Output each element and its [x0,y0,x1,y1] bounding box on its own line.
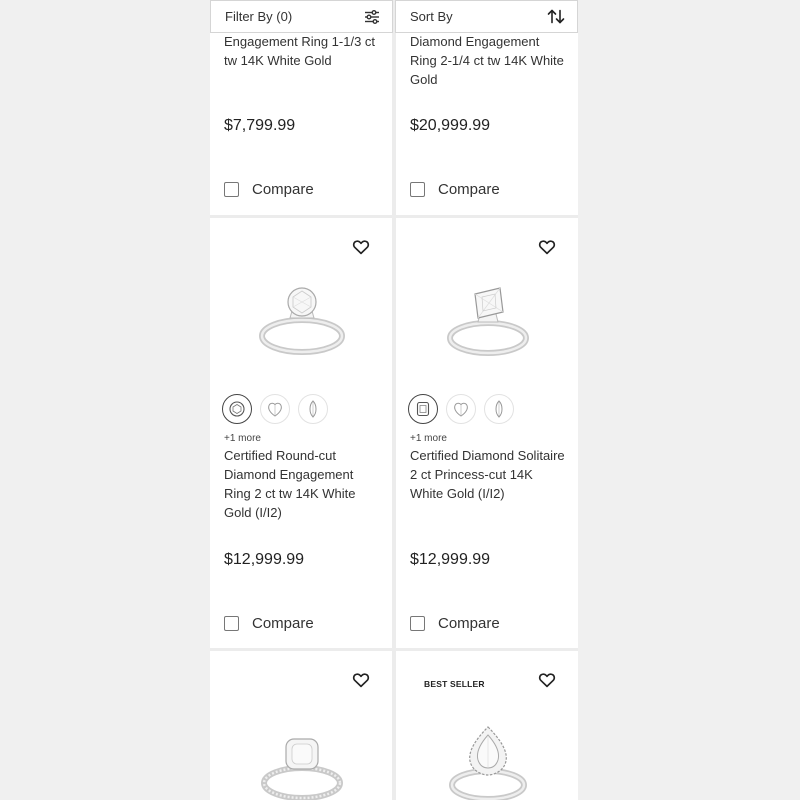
compare-label: Compare [438,615,500,632]
product-card[interactable] [210,218,392,648]
marquise-shape-swatch[interactable] [484,394,514,424]
product-listing-viewport [210,0,578,800]
marquise-shape-swatch[interactable] [298,394,328,424]
product-card[interactable] [396,651,578,800]
sliders-icon [364,10,380,24]
heart-icon[interactable] [352,238,370,256]
heart-icon[interactable] [352,671,370,689]
checkbox-icon[interactable] [410,182,425,197]
checkbox-icon[interactable] [224,182,239,197]
filter-sort-bar [210,0,578,33]
filter-button-label: Filter By (0) [225,9,293,24]
princess-solitaire-ring-image[interactable] [436,280,541,370]
sort-arrows-icon [547,9,565,24]
round-solitaire-ring-image[interactable] [250,280,355,370]
round-shape-swatch[interactable] [222,394,252,424]
product-grid [210,0,578,800]
filter-button[interactable] [210,0,393,33]
compare-checkbox[interactable] [224,181,314,198]
compare-checkbox[interactable] [224,615,314,632]
product-price: $12,999.99 [224,551,305,568]
pear-shape-swatch[interactable] [446,394,476,424]
product-card[interactable] [210,651,392,800]
compare-checkbox[interactable] [410,181,500,198]
product-card[interactable] [396,218,578,648]
pear-shape-swatch[interactable] [260,394,290,424]
shape-swatches [222,394,328,424]
heart-icon[interactable] [538,238,556,256]
best-seller-badge: BEST SELLER [424,679,485,689]
princess-shape-swatch[interactable] [408,394,438,424]
product-name[interactable]: Certified Diamond Solitaire 2 ct Princess-cut 14K White Gold (I/I2) [410,448,565,501]
checkbox-icon[interactable] [224,616,239,631]
product-name[interactable]: Engagement Ring 1-1/3 ct tw 14K White Gold [224,34,376,68]
product-name[interactable]: Certified Round-cut Diamond Engagement Ring 2 ct tw 14K White Gold (I/I2) [224,448,356,520]
product-price: $20,999.99 [410,117,491,134]
compare-label: Compare [438,181,500,198]
product-price: $12,999.99 [410,551,491,568]
product-price: $7,799.99 [224,117,296,134]
shape-swatches [408,394,514,424]
checkbox-icon[interactable] [410,616,425,631]
product-name[interactable]: Diamond Engagement Ring 2-1/4 ct tw 14K White Gold [410,34,564,87]
pear-halo-ring-image[interactable] [436,725,541,800]
compare-checkbox[interactable] [410,615,500,632]
compare-label: Compare [252,615,314,632]
sort-button-label: Sort By [410,9,453,24]
sort-button[interactable] [395,0,578,33]
more-options-label[interactable]: +1 more [224,433,261,444]
heart-icon[interactable] [538,671,556,689]
compare-label: Compare [252,181,314,198]
cushion-halo-ring-image[interactable] [250,733,355,800]
more-options-label[interactable]: +1 more [410,433,447,444]
